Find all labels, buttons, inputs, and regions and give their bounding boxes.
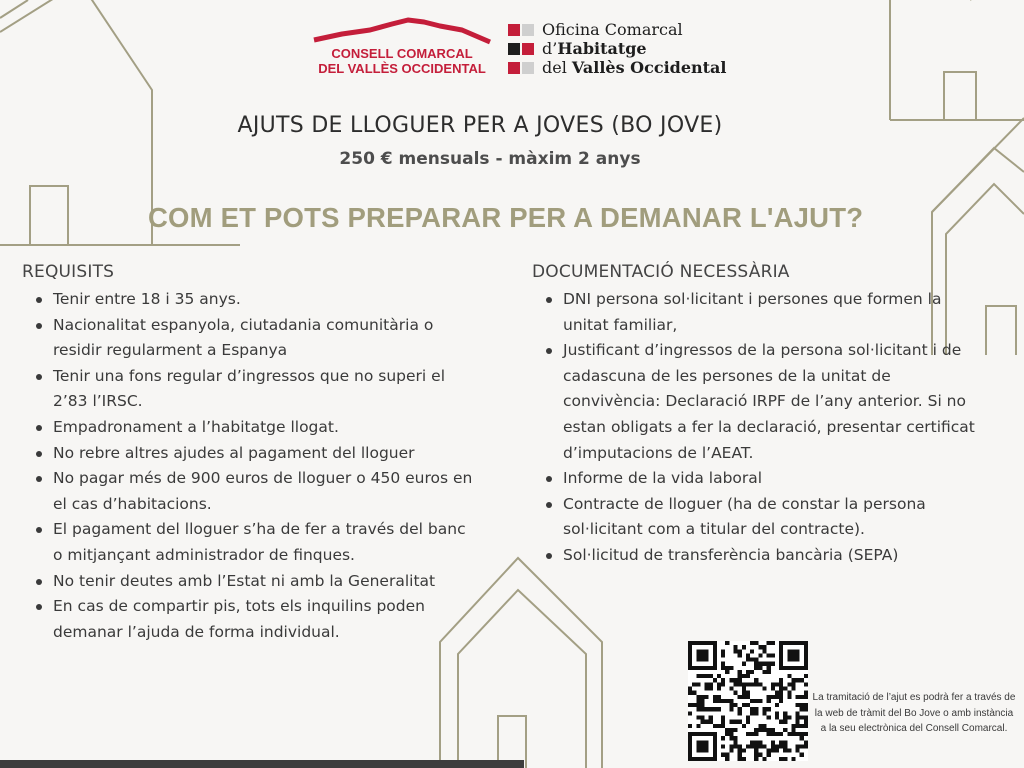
bottom-bar [0, 760, 524, 768]
page-subtitle: 250 € mensuals - màxim 2 anys [339, 149, 641, 169]
list-item: Empadronament a l’habitatge llogat. [22, 415, 477, 441]
mountain-logo-icon [312, 16, 492, 46]
section-question-heading: COM ET POTS PREPARAR PER A DEMANAR L'AJUT? [148, 202, 864, 233]
consell-logo-line-2: DEL VALLÈS OCCIDENTAL [318, 61, 486, 76]
consell-comarcal-logo [312, 16, 492, 76]
list-item: No pagar més de 900 euros de lloguer o 450 euros en el cas d’habitacions. [22, 466, 477, 517]
list-item: Informe de la vida laboral [532, 466, 987, 492]
list-item: Contracte de lloguer (ha de constar la persona sol·licitant com a titular del contracte). [532, 492, 987, 543]
list-item: DNI persona sol·licitant i persones que formen la unitat familiar, [532, 287, 987, 338]
list-item: Justificant d’ingressos de la persona sol·licitant i de cadascuna de les persones de la unitat de convivència: Declaració IRPF de l’any anterior. Si no estan obligats a fer la declaració, presentar certificat d’imputacions de l’AEAT. [532, 338, 987, 466]
oficina-logo-line-2: d’Habitatge [542, 39, 647, 58]
oficina-habitatge-logo [508, 22, 768, 78]
list-item: Tenir entre 18 i 35 anys. [22, 287, 477, 313]
list-item: No rebre altres ajudes al pagament del lloguer [22, 441, 477, 467]
requisits-list [22, 287, 477, 645]
list-item: En cas de compartir pis, tots els inquilins poden demanar l’ajuda de forma individual. [22, 594, 477, 645]
documentacio-list [532, 287, 987, 569]
oficina-logo-line-1: Oficina Comarcal [542, 20, 683, 39]
qr-code-icon [688, 641, 808, 761]
qr-code[interactable] [688, 641, 808, 761]
requisits-heading: REQUISITS [22, 262, 115, 282]
list-item: Nacionalitat espanyola, ciutadania comunitària o residir regularment a Espanya [22, 313, 477, 364]
oficina-logo-line-3: del Vallès Occidental [542, 58, 727, 77]
consell-logo-line-1: CONSELL COMARCAL [331, 46, 473, 61]
list-item: Sol·licitud de transferència bancària (SEPA) [532, 543, 987, 569]
page-title: AJUTS DE LLOGUER PER A JOVES (BO JOVE) [237, 113, 723, 138]
list-item: El pagament del lloguer s’ha de fer a través del banc o mitjançant administrador de finques. [22, 517, 477, 568]
list-item: Tenir una fons regular d’ingressos que no superi el 2’83 l’IRSC. [22, 364, 477, 415]
documentacio-heading: DOCUMENTACIÓ NECESSÀRIA [532, 262, 790, 282]
house-outline-top-right [890, 0, 1024, 120]
qr-note: La tramitació de l’ajut es podrà fer a través de la web de tràmit del Bo Jove o amb instància a la seu electrònica del Consell Comarcal. [812, 692, 1016, 734]
list-item: No tenir deutes amb l’Estat ni amb la Generalitat [22, 569, 477, 595]
